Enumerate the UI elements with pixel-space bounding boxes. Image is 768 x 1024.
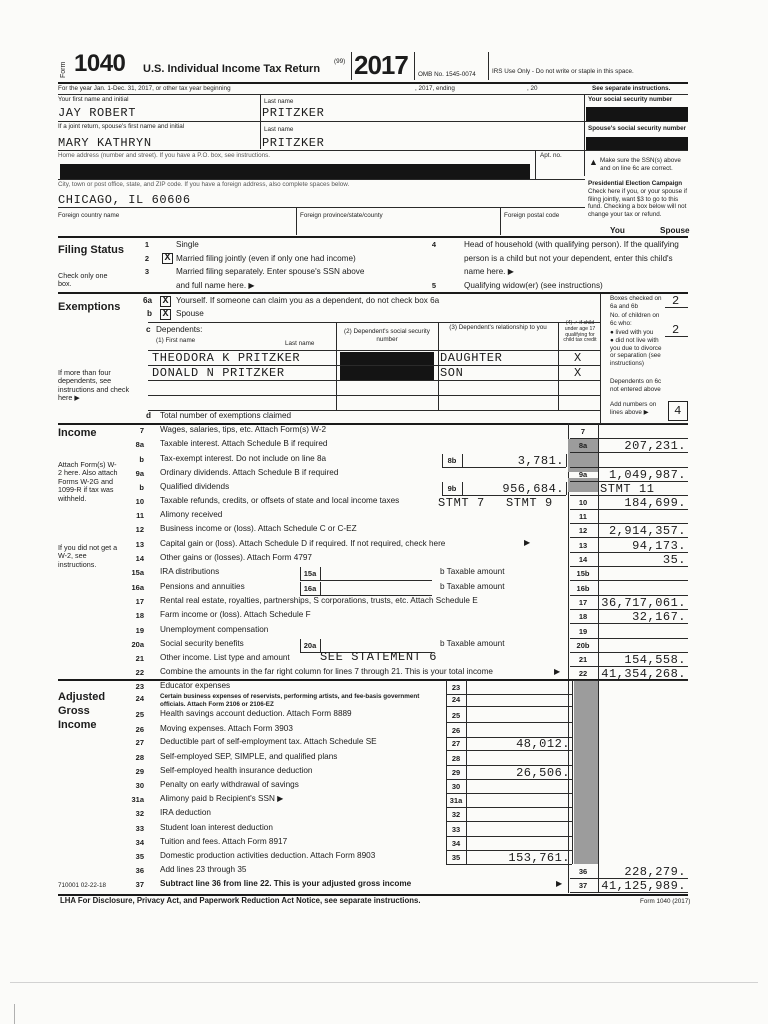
married-separately-label-2: and full name here. ▶ (176, 281, 255, 290)
line-number: 31a (131, 795, 144, 804)
agi-line-label: Self-employed SEP, SIMPLE, and qualified plans (160, 752, 338, 761)
line20b-label: b Taxable amount (440, 639, 505, 648)
dependent-1-relationship: DAUGHTER (440, 351, 503, 365)
footer-form: Form 1040 (2017) (640, 898, 691, 905)
spouse-ssn-label: Spouse's social security number (588, 125, 687, 132)
agi-line-label: Certain business expenses of reservists, performing artists, and fee-basis government officials. Attach Form 2106 or 2106-EZ (160, 693, 420, 708)
lived-with-label: ● lived with you (610, 329, 654, 336)
dependents-not-entered-label: Dependents on 6c not entered above (610, 378, 662, 393)
line-number: 29 (135, 767, 144, 776)
income-line-label: Alimony received (160, 510, 223, 519)
right-line-number: 10 (578, 498, 588, 507)
line-number: 23 (135, 682, 144, 691)
line-number: 7 (139, 426, 144, 435)
agi-amount: 153,761. (508, 851, 570, 865)
last-name-label: Last name (264, 98, 294, 105)
footer-code: 710001 02-22-18 (58, 882, 106, 889)
income-mid-amount: 956,684. (502, 482, 564, 496)
agi-mid-line-number: 28 (451, 754, 461, 763)
form-label: Form (60, 61, 67, 78)
income-line-label: Taxable interest. Attach Schedule B if required (160, 439, 328, 448)
agi-mid-line-number: 30 (451, 782, 461, 791)
line-number: 22 (135, 668, 144, 677)
mid-line-number: 8b (447, 456, 457, 465)
agi-mid-line-number: 23 (451, 683, 461, 692)
line-number: 32 (135, 809, 144, 818)
agi-amount: 48,012. (516, 737, 570, 751)
mid-line-number: 15a (303, 569, 317, 578)
line-number: 18 (135, 611, 144, 620)
dep-child-credit-header: (4) ✓ if child under age 17 qualifying for child tax credit (563, 320, 597, 344)
agi-mid-line-number: 25 (451, 711, 461, 720)
yourself-label: Yourself. If someone can claim you as a dependent, do not check box 6a (176, 296, 440, 305)
children-label: No. of children on 6c who: (610, 312, 660, 327)
exemptions-heading: Exemptions (58, 301, 121, 313)
dependents-label: Dependents: (156, 325, 203, 334)
total-exemptions-box: 4 (668, 401, 688, 421)
pec-you: You (610, 226, 625, 235)
right-line-number: 17 (578, 598, 588, 607)
line-number: 37 (135, 880, 144, 889)
ssn-label: Your social security number (588, 96, 673, 103)
income-line-label: Combine the amounts in the far right column for lines 7 through 21. This is your total income (160, 667, 493, 676)
income-amount: 207,231. (624, 439, 686, 453)
right-line-number: 22 (578, 669, 588, 678)
form-number: 1040 (74, 50, 126, 77)
spouse-label: Spouse (176, 309, 204, 318)
agi-mid-line-number: 31a (449, 796, 463, 805)
line-number: b (139, 455, 144, 464)
income-line-label: Qualified dividends (160, 482, 230, 491)
line16b-label: b Taxable amount (440, 582, 505, 591)
line-number: 15a (131, 568, 144, 577)
agi-mid-line-number: 34 (451, 839, 461, 848)
dependent-2-name: DONALD N PRITZKER (152, 366, 285, 380)
agi-total-amount: 228,279. (624, 865, 686, 879)
line-number: 13 (135, 540, 144, 549)
more-dependents-note: If more than four dependents, see instructions and check here ▶ (58, 368, 130, 403)
dependent-2-child-credit: X (574, 366, 582, 380)
dependent-1-name: THEODORA K PRITZKER (152, 351, 301, 365)
dep-ssn-header: (2) Dependent's social security number (344, 328, 430, 343)
income-line-label: IRA distributions (160, 567, 220, 576)
income-line-label: Wages, salaries, tips, etc. Attach Form(s) W-2 (160, 425, 327, 434)
agi-total-amount: 41,125,989. (601, 879, 686, 893)
footer-lha: LHA For Disclosure, Privacy Act, and Paperwork Reduction Act Notice, see separate instructions. (60, 896, 421, 905)
agi-line-label: Deductible part of self-employment tax. Attach Schedule SE (160, 737, 377, 746)
income-mid-amount: 3,781. (517, 454, 564, 468)
last-name-value: PRITZKER (262, 106, 325, 120)
pec-text: Check here if you, or your spouse if filing jointly, want $3 to go to this fund. Checking a box below will not change your tax or refund. (588, 188, 688, 218)
line22-arrow-icon: ▶ (554, 667, 561, 676)
spouse-first-value: MARY KATHRYN (58, 136, 152, 150)
income-line-label: Capital gain or (loss). Attach Schedule D if required. If not required, check here (160, 539, 446, 548)
total-exemptions-label: Total number of exemptions claimed (160, 411, 292, 420)
agi-mid-line-number: 35 (451, 853, 461, 862)
attach-w2-note: Attach Form(s) W-2 here. Also attach Forms W-2G and 1099-R if tax was withheld. (58, 460, 118, 503)
line-number: b (139, 483, 144, 492)
right-line-number: 36 (578, 867, 588, 876)
foreign-postal-label: Foreign postal code (504, 212, 560, 219)
line-number: 26 (135, 725, 144, 734)
stmt9: STMT 9 (506, 496, 553, 510)
line-number: 14 (135, 554, 144, 563)
apt-label: Apt. no. (540, 152, 562, 159)
agi-line-label: Subtract line 36 from line 22. This is your adjusted gross income (160, 879, 412, 888)
widow-label: Qualifying widow(er) (see instructions) (464, 281, 603, 290)
agi-mid-line-number: 33 (451, 825, 461, 834)
income-amount: 41,354,268. (601, 667, 686, 681)
agi-line-label: Health savings account deduction. Attach Form 8889 (160, 709, 352, 718)
tax-year-line: For the year Jan. 1-Dec. 31, 2017, or other tax year beginning (58, 85, 231, 92)
first-name-label: Your first name and initial (58, 96, 129, 103)
mid-line-number: 20a (303, 641, 317, 650)
dep-relationship-header: (3) Dependent's relationship to you (449, 324, 547, 331)
income-line-label: Social security benefits (160, 639, 244, 648)
income-line-label: Rental real estate, royalties, partnerships, S corporations, trusts, etc. Attach Schedule E (160, 596, 478, 605)
agi-line-label: Student loan interest deduction (160, 823, 273, 832)
lived-with-value: 2 (672, 323, 680, 337)
income-line-label: Pensions and annuities (160, 582, 245, 591)
agi-line-label: Moving expenses. Attach Form 3903 (160, 724, 293, 733)
income-amount: 1,049,987. (608, 468, 686, 482)
line-number: 27 (135, 738, 144, 747)
line-number: 12 (135, 525, 144, 534)
irs-use-only: IRS Use Only - Do not write or staple in this space. (492, 68, 634, 75)
line-number: 30 (135, 781, 144, 790)
city-label: City, town or post office, state, and ZIP code. If you have a foreign address, also complete spaces below. (58, 181, 350, 188)
married-separately-label: Married filing separately. Enter spouse's SSN above (176, 267, 365, 276)
dependent-1-child-credit: X (574, 351, 582, 365)
agi-line-label: Alimony paid b Recipient's SSN ▶ (160, 794, 284, 803)
agi-line-label: Educator expenses (160, 681, 231, 690)
right-line-number: 9a (578, 470, 588, 479)
line-number: 33 (135, 824, 144, 833)
head-household-label-2: person is a child but not your dependent, enter this child's (464, 254, 673, 263)
married-jointly-label: Married filing jointly (even if only one had income) (176, 254, 356, 263)
spouse-ssn-redaction (586, 137, 688, 150)
agi-line-label: Add lines 23 through 35 (160, 865, 247, 874)
income-line-label: Other gains or (losses). Attach Form 4797 (160, 553, 312, 562)
line-number: 9a (135, 469, 144, 478)
head-household-label: Head of household (with qualifying person). If the qualifying (464, 240, 679, 249)
income-line-label: Business income or (loss). Attach Schedule C or C-EZ (160, 524, 357, 533)
dep-last-name-header: Last name (285, 340, 315, 347)
line-number: 24 (135, 694, 144, 703)
address-redaction (60, 164, 530, 179)
mid-line-number: 9b (447, 484, 457, 493)
right-line-number: 12 (578, 526, 588, 535)
ssn-redaction (586, 107, 688, 121)
foreign-province-label: Foreign province/state/county (300, 212, 383, 219)
dependent-2-ssn-redaction (340, 366, 434, 380)
filing-status-heading: Filing Status (58, 244, 124, 256)
right-line-number: 7 (580, 427, 586, 436)
omb-number: OMB No. 1545-0074 (418, 71, 476, 78)
right-line-number: 37 (578, 881, 588, 890)
foreign-country-label: Foreign country name (58, 212, 120, 219)
see-instructions: See separate instructions. (592, 85, 671, 92)
dep-first-name-header: (1) First name (156, 337, 196, 344)
mid-line-number: 16a (303, 584, 317, 593)
spouse-last-value: PRITZKER (262, 136, 325, 150)
line-number: 8a (135, 440, 144, 449)
right-line-number: 13 (578, 541, 588, 550)
agi-mid-line-number: 27 (451, 739, 461, 748)
dependent-2-relationship: SON (440, 366, 464, 380)
boxes-checked-label: Boxes checked on 6a and 6b (610, 295, 662, 310)
line-number: 20a (131, 640, 144, 649)
did-not-live-label: ● did not live with you due to divorce or separation (see instructions) (610, 337, 662, 367)
spouse-checkbox[interactable]: X (160, 309, 171, 320)
ending-label: , 2017, ending (415, 85, 455, 92)
line15b-label: b Taxable amount (440, 567, 505, 576)
line13-arrow-icon: ▶ (524, 538, 531, 547)
income-line-label: Tax-exempt interest. Do not include on line 8a (160, 454, 327, 463)
income-amount: 2,914,357. (608, 524, 686, 538)
agi-mid-line-number: 26 (451, 726, 461, 735)
first-name-value: JAY ROBERT (58, 106, 137, 120)
yourself-checkbox[interactable]: X (160, 296, 171, 307)
agi-line-label: IRA deduction (160, 808, 211, 817)
income-heading: Income (58, 427, 97, 439)
agi-line-label: Penalty on early withdrawal of savings (160, 780, 299, 789)
single-label: Single (176, 240, 199, 249)
married-jointly-checkbox[interactable]: X (162, 253, 173, 264)
agi-line-label: Tuition and fees. Attach Form 8917 (160, 837, 288, 846)
line-number: 10 (135, 497, 144, 506)
line-number: 28 (135, 753, 144, 762)
income-amount: 36,717,061. (601, 596, 686, 610)
right-line-number: 21 (578, 655, 588, 664)
right-line-number: 18 (578, 612, 588, 621)
city-value: CHICAGO, IL 60606 (58, 193, 191, 207)
agi-mid-line-number: 32 (451, 810, 461, 819)
income-amount: 35. (662, 553, 686, 567)
right-line-number: 19 (578, 627, 588, 636)
right-line-number: 14 (578, 555, 588, 564)
stmt7: STMT 7 (438, 496, 485, 510)
line-number: 19 (135, 626, 144, 635)
income-amount: 154,558. (624, 653, 686, 667)
add-numbers-label: Add numbers on lines above ▶ (610, 401, 657, 416)
form-title: U.S. Individual Income Tax Return (143, 63, 321, 75)
line-number: 11 (136, 511, 144, 520)
agi-shaded-column (574, 680, 598, 864)
address-label: Home address (number and street). If you have a P.O. box, see instructions. (58, 152, 270, 159)
income-amount: 32,167. (632, 610, 686, 624)
line-number: 34 (135, 838, 144, 847)
pec-title: Presidential Election Campaign (588, 180, 683, 187)
make-sure-note: Make sure the SSN(s) above and on line 6c are correct. (600, 157, 681, 172)
spouse-last-label: Last name (264, 126, 294, 133)
tax-year: 2017 (354, 50, 408, 80)
income-line-label: Taxable refunds, credits, or offsets of state and local income taxes (160, 496, 400, 505)
income-line-label: Farm income or (loss). Attach Schedule F (160, 610, 311, 619)
no-w2-note: If you did not get a W-2, see instructions. (58, 543, 118, 569)
income-line-label: Unemployment compensation (160, 625, 269, 634)
single-checkbox[interactable] (160, 241, 171, 252)
warning-icon: ▲ (589, 157, 598, 167)
check-only-note: Check only one box. (58, 271, 108, 289)
line-number: 36 (135, 866, 144, 875)
line-number: 21 (135, 654, 144, 663)
income-line-label: Ordinary dividends. Attach Schedule B if required (160, 468, 339, 477)
line-number: 25 (135, 710, 144, 719)
right-line-number: 11 (579, 512, 587, 521)
income-amount: 94,173. (632, 539, 686, 553)
right-line-number: 16b (576, 584, 590, 593)
line-number: 35 (135, 852, 144, 861)
dependent-1-ssn-redaction (340, 352, 434, 365)
agi-heading: Adjusted Gross Income (58, 691, 106, 731)
right-line-number: 8a (578, 441, 588, 450)
agi-line-label: Domestic production activities deduction. Attach Form 8903 (160, 851, 376, 860)
boxes-checked-value: 2 (672, 294, 680, 308)
line21-text: SEE STATEMENT 6 (320, 650, 438, 664)
right-line-number: 15b (576, 569, 590, 578)
line37-arrow-icon: ▶ (556, 879, 563, 888)
income-amount: 184,699. (624, 496, 686, 510)
agi-mid-line-number: 24 (451, 695, 461, 704)
pec-spouse: Spouse (660, 226, 690, 235)
ending-20: , 20 (527, 85, 538, 92)
right-line-number: 20b (576, 641, 590, 650)
line-number: 16a (131, 583, 144, 592)
agi-amount: 26,506. (516, 766, 570, 780)
form-code: (99) (334, 58, 346, 65)
income-line-label: Other income. List type and amount (160, 653, 290, 662)
agi-mid-line-number: 29 (451, 768, 461, 777)
agi-line-label: Self-employed health insurance deduction (160, 766, 313, 775)
spouse-first-label: If a joint return, spouse's first name and initial (58, 123, 185, 130)
line-number: 17 (135, 597, 144, 606)
form-1040-page: Form 1040 U.S. Individual Income Tax Return (99) 2017 OMB No. 1545-0074 IRS Use Only - Do not write or staple in this space. For the year Jan. 1-Dec. 31, 2017, or other tax year beginning , 2017, ending , 20 See separate instructions. Your first name and initial Last name Your social security number JAY ROBERT PRITZKER If a joint return, spouse's first name and initial Last name Spouse's social security number MARY KATHRYN PRITZKER Home address (number and street). If you have a P.O. box, see instructions. Apt. no. ▲ Make sure the SSN(s) above and on line 6c are correct. City, town or post office, state, and ZIP code. If you have a foreign address, also complete spaces below. CHICAGO, IL 60606 Presidential Election Campaign Check here if you, or your spouse if filing jointly, want $3 to go to this fund. Checking a box below will not change your tax or refund. Foreign country name Foreign province/state/county Foreign postal code You Spouse Filing Status Check only one box. 1 Single 2 X Married filing jointly (even if only one had income) 3 Married filing separately. Enter spouse's SSN above and full name here. ▶ 4 Head of household (with qualifying person). If the qualifying person is a child but not your dependent, enter this child's name here. ▶ 5 Qualifying widow(er) (see instructions) Exemptions 6a X Yourself. If someone can claim you as a dependent, do not check box 6a b X Spouse Boxes checked on 6a and 6b 2 No. of children on 6c who: ● lived with you 2 ● did not live with you due to divorce or separation (see instructions) Dependents on 6c not entered above Add numbers on lines above ▶ 4 c Dependents: (1) First name Last name (2) Dependent's social security number (3) Dependent's relationship to you (4) ✓ if child under age 17 qualifying for child tax credit THEODORA K PRITZKER DAUGHTER X DONALD N PRITZKER SON X If more than four dependents, see instructions and check here ▶ d Total number of exemptions claimed Income Attach Form(s) W-2 here. Also attach Forms W-2G and 1099-R if tax was withheld. If you did not get a W-2, see instructions. Adjusted Gross Income 710001 02-22-18 LHA For Disclosure, Privacy Act, and Paperwork Reduction Act Notice, see separate instructions. Form 1040 (2017) 7 Wages, salaries, tips, etc. Attach Form(s) W-2 7 8a Taxable interest. Attach Schedule B if required 8a 207,231. b Tax-exempt interest. Do not include on line 8a 8b 3,781. 9a Ordinary dividends. Attach Schedule B if required 9a 1,049,987. b Qualified dividends 9b 956,684. 10 Taxable refunds, credits, or offsets of state and local income taxes 10 184,699. 11 Alimony received 11 12 Business income or (loss). Attach Schedule C or C-EZ 12 2,914,357. 13 Capital gain or (loss). Attach Schedule D if required. If not required, check here 13 94,173. 14 Other gains or (losses). Attach Form 4797 14 35. 15a IRA distributions 15b 15a 16a Pensions and annuities 16b 16a 17 Rental real estate, royalties, partnerships, S corporations, trusts, etc. Attach Schedule E 17 36,717,061. 18 Farm income or (loss). Attach Schedule F 18 32,167. 19 Unemployment compensation 19 20a Social security benefits 20b 20a 21 Other income. List type and amount 21 154,558. 22 Combine the amounts in the far right column for lines 7 through 21. This is your total income 22 41,354,268. STMT 11 STMT 7 STMT 9 ▶ b Taxable amount b Taxable amount b Taxable amount SEE STATEMENT 6 ▶ 23 Educator expenses 23 24 Certain business expenses of reservists, performing artists, and fee-basis government officials. Attach Form 2106 or 2106-EZ 24 25 Health savings account deduction. Attach Form 8889 25 26 Moving expenses. Attach Form 3903 26 27 Deductible part of self-employment tax. Attach Schedule SE 27 48,012. 28 Self-employed SEP, SIMPLE, and qualified plans 28 29 Self-employed health insurance deduction 29 26,506. 30 Penalty on early withdrawal of savings 30 31a Alimony paid b Recipient's SSN ▶ 31a 32 IRA deduction 32 33 Student loan interest deduction 33 34 Tuition and fees. Attach Form 8917 34 35 Domestic production activities deduction. Attach Form 8903 35 153,761. 36 Add lines 23 through 35 36 228,279. 37 Subtract line 36 from line 22. This is your adjusted gross income 37 41,125,989. ▶ (0, 0, 768, 1024)
stmt11: STMT 11 (600, 482, 655, 496)
head-household-label-3: name here. ▶ (464, 267, 514, 276)
